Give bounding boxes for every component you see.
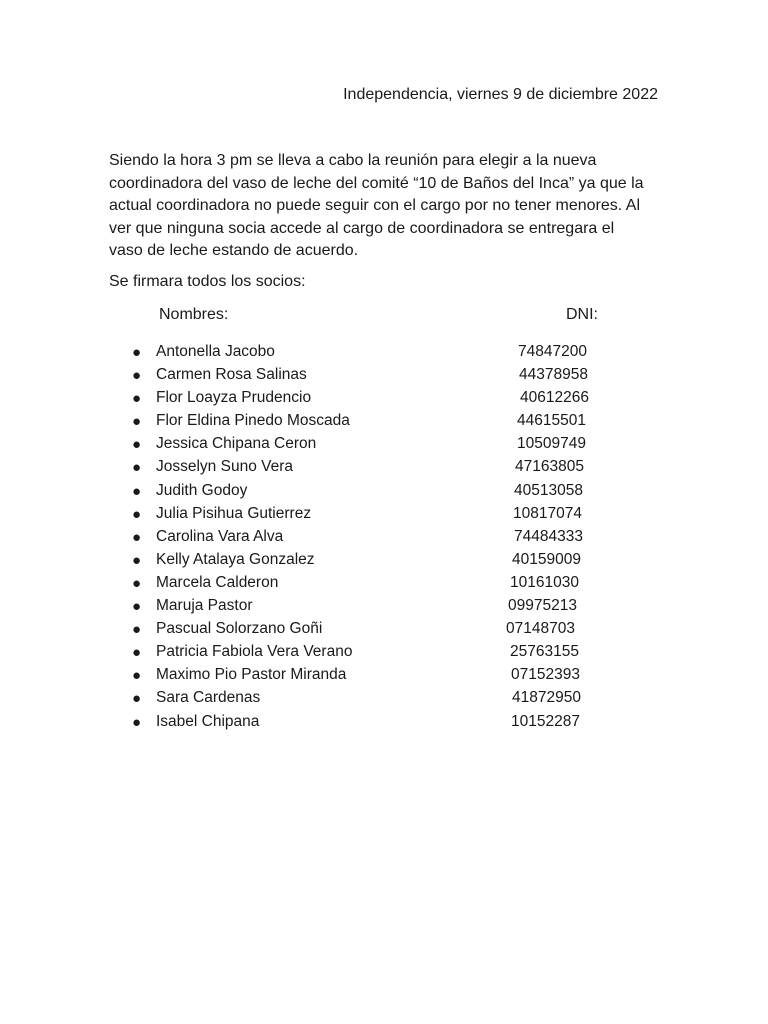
member-dni: 74847200 (518, 343, 587, 360)
bullet-icon: ● (132, 621, 142, 639)
member-name: Patricia Fabiola Vera Verano (156, 643, 353, 661)
member-dni: 44615501 (517, 412, 586, 430)
dni-column-header: DNI: (566, 306, 598, 323)
member-dni: 44378958 (519, 366, 588, 384)
member-name: Julia Pisihua Gutierrez (156, 504, 312, 522)
member-dni: 40513058 (514, 481, 583, 499)
member-dni: 10152287 (511, 712, 580, 730)
bullet-icon: ● (132, 598, 142, 616)
list-item (0, 342, 768, 365)
list-item (0, 365, 768, 388)
bullet-icon: ● (132, 528, 142, 546)
member-name: Maruja Pastor (156, 597, 253, 615)
member-dni: 07148703 (506, 620, 575, 638)
signatures-intro: Se firmara todos los socios: (109, 273, 306, 290)
member-dni: 25763155 (510, 643, 579, 661)
bullet-icon: ● (132, 344, 142, 361)
meeting-paragraph: Siendo la hora 3 pm se lleva a cabo la reunión para elegir a la nueva coordinadora del vaso de leche del comité “10 de Baños del Inca” ya que la actual coordinadora no puede seguir con el cargo por no tener menores. Al ver que ninguna socia accede al cargo de coordinadora se entregara el vaso de leche estando de acuerdo. (109, 152, 644, 260)
list-item (0, 527, 768, 550)
member-dni: 10161030 (510, 573, 579, 591)
list-item (0, 504, 768, 527)
list-item (0, 619, 768, 642)
list-item (0, 434, 768, 457)
bullet-icon: ● (132, 436, 142, 454)
bullet-icon: ● (132, 505, 142, 523)
list-item (0, 411, 768, 434)
bullet-icon: ● (132, 574, 142, 592)
member-name: Flor Eldina Pinedo Moscada (156, 412, 350, 430)
member-name: Carolina Vara Alva (156, 527, 284, 545)
member-dni: 40159009 (512, 550, 581, 568)
member-name: Sara Cardenas (156, 689, 261, 707)
member-dni: 09975213 (508, 597, 577, 615)
member-name: Kelly Atalaya Gonzalez (156, 550, 315, 568)
list-item (0, 481, 768, 504)
list-item (0, 665, 768, 688)
bullet-icon: ● (132, 482, 142, 500)
member-name: Pascual Solorzano Goñi (156, 620, 323, 638)
bullet-icon: ● (132, 551, 142, 569)
bullet-icon: ● (132, 644, 142, 662)
bullet-icon: ● (132, 459, 142, 477)
list-item (0, 712, 768, 735)
member-name: Isabel Chipana (156, 712, 260, 730)
bullet-icon: ● (132, 690, 142, 708)
member-dni: 07152393 (511, 666, 580, 684)
member-name: Josselyn Suno Vera (156, 458, 294, 476)
list-item (0, 388, 768, 411)
member-name: Antonella Jacobo (156, 343, 275, 360)
list-item (0, 457, 768, 480)
member-list (0, 342, 768, 735)
bullet-icon: ● (132, 390, 142, 408)
list-item (0, 573, 768, 596)
member-name: Carmen Rosa Salinas (156, 366, 307, 384)
names-column-header: Nombres: (159, 306, 229, 323)
member-dni: 10817074 (513, 504, 582, 522)
member-name: Flor Loayza Prudencio (156, 389, 312, 407)
list-item (0, 550, 768, 573)
member-name: Jessica Chipana Ceron (156, 435, 317, 453)
member-dni: 10509749 (517, 435, 586, 453)
member-dni: 47163805 (515, 458, 584, 476)
list-item (0, 642, 768, 665)
member-name: Maximo Pio Pastor Miranda (156, 666, 347, 684)
bullet-icon: ● (132, 667, 142, 685)
member-dni: 41872950 (512, 689, 581, 707)
bullet-icon: ● (132, 713, 142, 731)
member-dni: 40612266 (520, 389, 589, 407)
list-item (0, 596, 768, 619)
member-name: Judith Godoy (156, 481, 248, 499)
bullet-icon: ● (132, 367, 142, 385)
member-dni: 74484333 (514, 527, 583, 545)
member-name: Marcela Calderon (156, 573, 279, 591)
list-item (0, 688, 768, 711)
bullet-icon: ● (132, 413, 142, 431)
date-line: Independencia, viernes 9 de diciembre 2022 (343, 86, 658, 103)
